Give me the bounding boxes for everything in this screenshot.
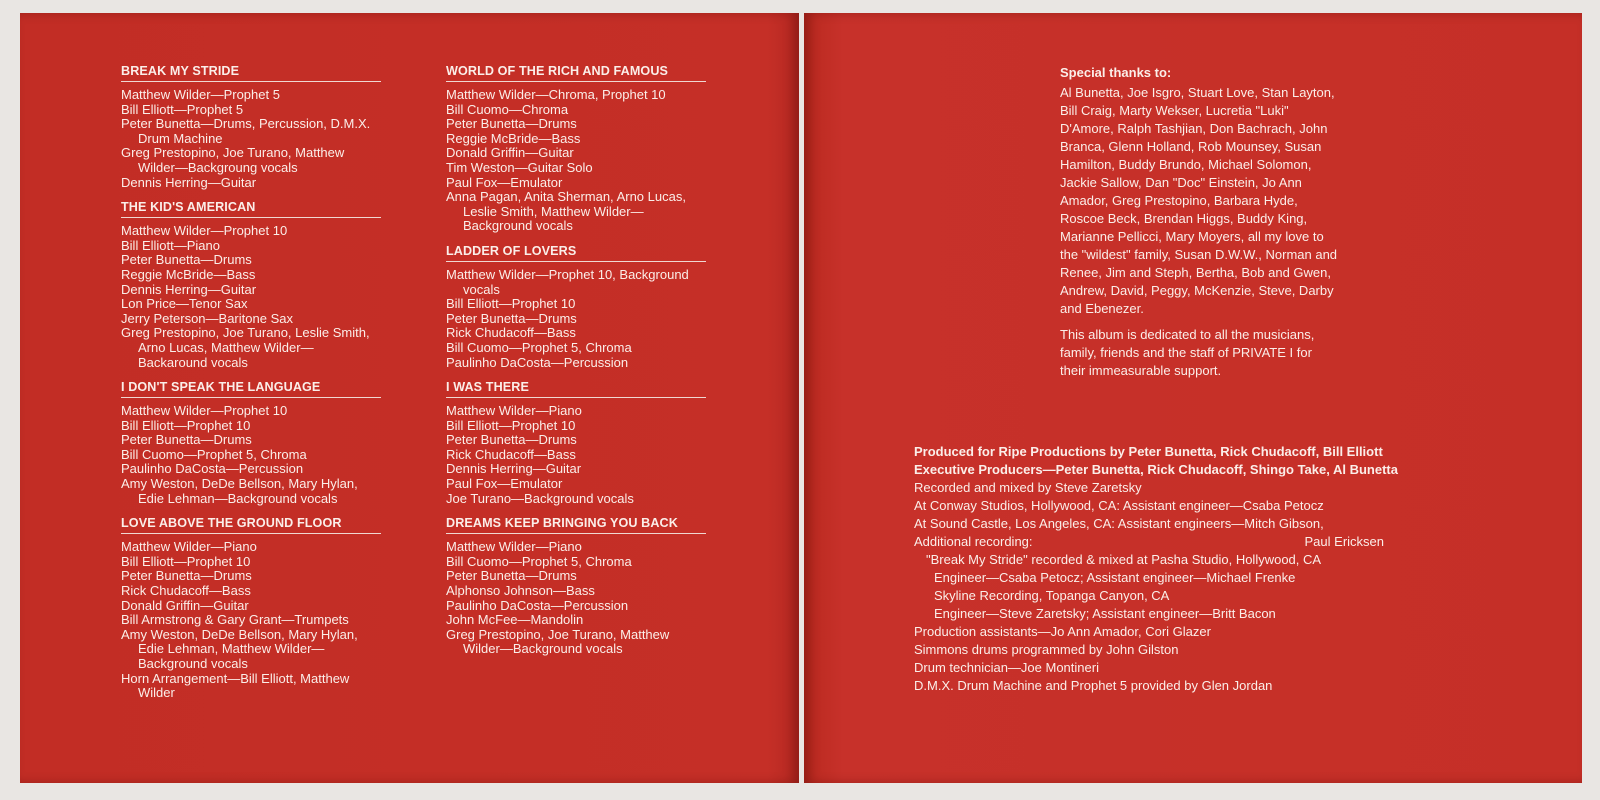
credit-line: Bill Elliott—Piano (121, 237, 220, 253)
credit-line: Paulinho DaCosta—Percussion (446, 597, 629, 613)
credit-line: Paulinho DaCosta—Percussion (446, 354, 629, 370)
credit-line: Matthew Wilder—Prophet 10, Background vocals (446, 266, 689, 297)
credit-line: John McFee—Mandolin (446, 612, 584, 628)
credit-line: Donald Griffin—Guitar (121, 597, 249, 613)
pasha-credit: "Break My Stride" recorded & mixed at Pasha Studio, Hollywood, CA (926, 552, 1322, 567)
credit-line: Rick Chudacoff—Bass (446, 325, 576, 341)
credit-line: Bill Elliott—Prophet 10 (446, 296, 576, 312)
credit-line: Paulinho DaCosta—Percussion (121, 461, 304, 477)
credit-line: Bill Cuomo—Prophet 5, Chroma (446, 553, 632, 569)
executive-producers: Executive Producers—Peter Bunetta, Rick Chudacoff, Shingo Take, Al Bunetta (914, 462, 1398, 477)
skyline-credit: Skyline Recording, Topanga Canyon, CA (934, 588, 1170, 603)
song-title: THE KID'S AMERICAN (121, 200, 381, 218)
song-title: LADDER OF LOVERS (446, 244, 706, 262)
credit-line: Amy Weston, DeDe Bellson, Mary Hylan, Edie Lehman, Matthew Wilder— Background vocals (121, 626, 358, 671)
dedication-text: This album is dedicated to all the musicians, family, friends and the staff of PRIVATE I for their immeasurable support. (1060, 327, 1315, 378)
credit-line: Greg Prestopino, Joe Turano, Matthew Wilder—Background vocals (446, 626, 670, 657)
produced-by: Produced for Ripe Productions by Peter Bunetta, Rick Chudacoff, Bill Elliott (914, 444, 1383, 459)
recorded-mixed: Recorded and mixed by Steve Zaretsky (914, 480, 1142, 495)
song-title: WORLD OF THE RICH AND FAMOUS (446, 64, 706, 82)
credit-line: Donald Griffin—Guitar (446, 145, 574, 161)
skyline-engineer: Engineer—Steve Zaretsky; Assistant engineer—Britt Bacon (934, 606, 1276, 621)
credit-line: Peter Bunetta—Drums (121, 252, 252, 268)
song-title: I DON'T SPEAK THE LANGUAGE (121, 380, 381, 398)
credit-line: Peter Bunetta—Drums (121, 568, 252, 584)
credit-line: Lon Price—Tenor Sax (121, 296, 248, 312)
credit-line: Reggie McBride—Bass (446, 130, 581, 146)
credit-line: Bill Cuomo—Prophet 5, Chroma (121, 446, 307, 462)
credit-line: Peter Bunetta—Drums (121, 432, 252, 448)
credit-line: Peter Bunetta—Drums (446, 116, 577, 132)
credit-line: Bill Elliott—Prophet 10 (121, 417, 251, 433)
credit-line: Alphonso Johnson—Bass (446, 583, 595, 599)
credit-line: Tim Weston—Guitar Solo (446, 159, 593, 175)
credit-line: Peter Bunetta—Drums (446, 432, 577, 448)
drum-technician: Drum technician—Joe Montineri (914, 660, 1099, 675)
song-credit-block (121, 516, 379, 701)
credit-line: Bill Cuomo—Prophet 5, Chroma (446, 339, 632, 355)
song-credit-block (121, 64, 379, 190)
credit-line: Paul Fox—Emulator (446, 476, 563, 492)
credit-line: Matthew Wilder—Chroma, Prophet 10 (446, 87, 666, 102)
credit-line: Reggie McBride—Bass (121, 266, 256, 282)
credit-line: Rick Chudacoff—Bass (446, 446, 576, 462)
song-credit-block (121, 380, 379, 506)
production-assistants: Production assistants—Jo Ann Amador, Cori Glazer (914, 624, 1211, 639)
credit-line: Peter Bunetta—Drums (446, 310, 577, 326)
song-credit-block (446, 64, 704, 234)
credit-line: Greg Prestopino, Joe Turano, Leslie Smith, Arno Lucas, Matthew Wilder— Backaround vocals (121, 325, 370, 370)
conway-credit: At Conway Studios, Hollywood, CA: Assistant engineer—Csaba Petocz (914, 498, 1324, 513)
song-credit-block (446, 244, 704, 370)
credit-line: Bill Elliott—Prophet 10 (121, 553, 251, 569)
credit-line: Amy Weston, DeDe Bellson, Mary Hylan, Edie Lehman—Background vocals (121, 476, 358, 506)
song-title: DREAMS KEEP BRINGING YOU BACK (446, 516, 706, 534)
pasha-engineer: Engineer—Csaba Petocz; Assistant engineer—Michael Frenke (934, 570, 1296, 585)
credit-line: Rick Chudacoff—Bass (121, 583, 251, 599)
additional-recording-name: Paul Ericksen (1304, 534, 1384, 549)
credit-line: Matthew Wilder—Prophet 5 (121, 87, 280, 102)
credit-line: Horn Arrangement—Bill Elliott, Matthew Wilder (121, 670, 350, 701)
credit-line: Bill Cuomo—Chroma (446, 101, 569, 117)
additional-recording-label: Additional recording: (914, 534, 1033, 549)
credit-line: Peter Bunetta—Drums, Percussion, D.M.X. Drum Machine (121, 116, 371, 146)
credit-line: Jerry Peterson—Baritone Sax (121, 310, 293, 326)
simmons-credit: Simmons drums programmed by John Gilston (914, 642, 1179, 657)
credit-line: Bill Elliott—Prophet 10 (446, 417, 576, 433)
song-credit-block (446, 380, 704, 506)
credit-line: Dennis Herring—Guitar (121, 174, 257, 190)
song-credit-block (121, 200, 379, 370)
song-title: LOVE ABOVE THE GROUND FLOOR (121, 516, 381, 534)
production-credits (914, 443, 1574, 695)
additional-recording-row (914, 533, 1384, 551)
credits-column-2 (446, 64, 704, 667)
credit-line: Anna Pagan, Anita Sherman, Arno Lucas, Leslie Smith, Matthew Wilder— Background vocals (446, 189, 686, 234)
credit-line: Bill Armstrong & Gary Grant—Trumpets (121, 612, 349, 628)
special-thanks (1060, 64, 1340, 380)
credit-line: Matthew Wilder—Piano (121, 539, 257, 555)
credit-line: Paul Fox—Emulator (446, 174, 563, 190)
song-title: I WAS THERE (446, 380, 706, 398)
song-title: BREAK MY STRIDE (121, 64, 381, 82)
credits-column-1 (121, 64, 379, 711)
song-credit-block (446, 516, 704, 657)
credit-line: Peter Bunetta—Drums (446, 568, 577, 584)
credit-line: Matthew Wilder—Piano (446, 539, 582, 555)
credit-line: Matthew Wilder—Prophet 10 (121, 403, 288, 419)
credit-line: Dennis Herring—Guitar (121, 281, 257, 297)
credit-line: Greg Prestopino, Joe Turano, Matthew Wilder—Backgroung vocals (121, 145, 345, 175)
thanks-body: Al Bunetta, Joe Isgro, Stuart Love, Stan Layton, Bill Craig, Marty Wekser, Lucretia "Luki" D'Amore, Ralph Tashjian, Don Bachrach, John Branca, Glenn Holland, Rob Mounsey, Susan Hamilton, Buddy Brundo, Michael Solomon, Jackie Sallow, Dan "Doc" Einstein, Jo Ann Amador, Greg Prestopino, Barbara Hyde, Roscoe Beck, Brendan Higgs, Buddy King, Marianne Pellicci, Mary Moyers, all my love to the "wildest" family, Susan D.W.W., Norman and Renee, Jim and Steph, Bertha, Bob and Gwen, Andrew, David, Peggy, McKenzie, Steve, Darby and Ebenezer. (1060, 85, 1338, 316)
sound-castle-credit: At Sound Castle, Los Angeles, CA: Assistant engineers—Mitch Gibson, (914, 516, 1324, 531)
credit-line: Dennis Herring—Guitar (446, 461, 582, 477)
credit-line: Joe Turano—Background vocals (446, 490, 634, 506)
dmx-credit: D.M.X. Drum Machine and Prophet 5 provided by Glen Jordan (914, 678, 1273, 693)
credit-line: Matthew Wilder—Prophet 10 (121, 223, 288, 239)
credit-line: Bill Elliott—Prophet 5 (121, 101, 244, 117)
thanks-heading: Special thanks to: (1060, 65, 1172, 80)
credit-line: Matthew Wilder—Piano (446, 403, 582, 419)
